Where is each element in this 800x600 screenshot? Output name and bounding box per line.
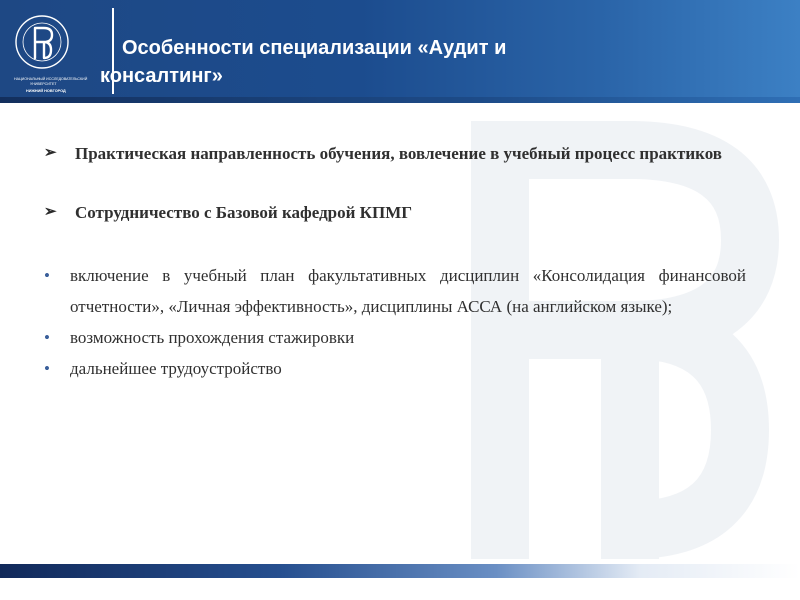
header-banner <box>0 0 800 103</box>
list-item <box>44 197 746 228</box>
logo-caption-line3: НИЖНИЙ НОВГОРОД <box>26 89 66 93</box>
logo-caption-line1: НАЦИОНАЛЬНЫЙ ИССЛЕДОВАТЕЛЬСКИЙ <box>14 77 88 81</box>
dot-bullet-icon: • <box>44 266 50 285</box>
title-line-1: Особенности специализации «Аудит и <box>122 37 507 59</box>
dot-bullet-icon: • <box>44 328 50 347</box>
slide-content <box>44 138 746 384</box>
footer-bar <box>0 564 800 578</box>
logo-caption-line2: УНИВЕРСИТЕТ <box>30 82 57 86</box>
list-item <box>44 260 746 322</box>
list-item-text: дальнейшее трудоустройство <box>70 359 282 378</box>
arrow-bullet-icon: ➢ <box>44 145 57 161</box>
list-item <box>44 138 746 169</box>
list-item-text: включение в учебный план факультативных дисциплин «Консолидация финансовой отчетности», «Личная эффективность», дисциплины АССА (на английском языке); <box>70 266 746 316</box>
list-item-text: Сотрудничество с Базовой кафедрой КПМГ <box>75 203 413 222</box>
university-logo <box>14 8 100 98</box>
list-item <box>44 353 746 384</box>
list-item <box>44 322 746 353</box>
page-title <box>100 34 660 90</box>
title-line-2: консалтинг» <box>100 65 223 87</box>
list-item-text: Практическая направленность обучения, вовлечение в учебный процесс практиков <box>75 144 722 163</box>
list-item-text: возможность прохождения стажировки <box>70 328 355 347</box>
dot-bullet-icon: • <box>44 359 50 378</box>
arrow-bullet-icon: ➢ <box>44 204 57 220</box>
